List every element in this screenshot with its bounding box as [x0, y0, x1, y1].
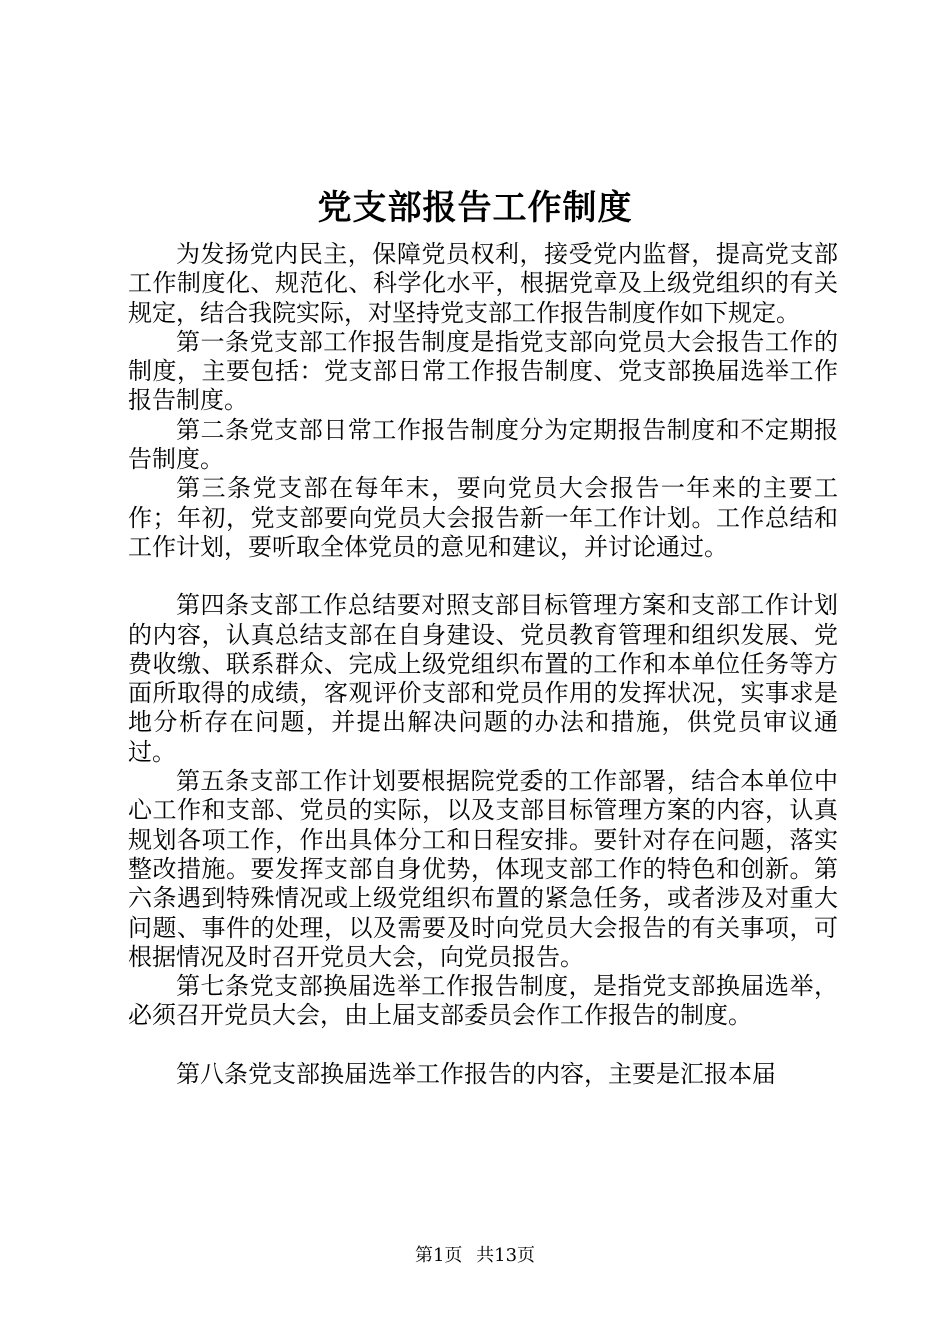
page-number: 第1页 [414, 1245, 463, 1266]
document-title: 党支部报告工作制度 [317, 188, 633, 228]
paragraph-article-5-6: 第五条支部工作计划要根据院党委的工作部署，结合本单位中心工作和支部、党员的实际，以及支部目标管理方案的内容，认真规划各项工作，作出具体分工和日程安排。要针对存在问题，落实整改措施。要发挥支部自身优势，体现支部工作的特色和创新。第六条遇到特殊情况或上级党组织布置的紧急任务，或者涉及对重大问题、事件的处理，以及需要及时向党员大会报告的有关事项，可根据情况及时召开党员大会，向党员报告。 [128, 767, 838, 971]
paragraph-article-1: 第一条党支部工作报告制度是指党支部向党员大会报告工作的制度，主要包括：党支部日常工作报告制度、党支部换届选举工作报告制度。 [128, 327, 838, 415]
paragraph-intro: 为发扬党内民主，保障党员权利，接受党内监督，提高党支部工作制度化、规范化、科学化水平，根据党章及上级党组织的有关规定，结合我院实际，对坚持党支部工作报告制度作如下规定。 [128, 240, 838, 327]
paragraph-article-8: 第八条党支部换届选举工作报告的内容，主要是汇报本届 [176, 1059, 776, 1088]
paragraph-article-4: 第四条支部工作总结要对照支部目标管理方案和支部工作计划的内容，认真总结支部在自身建设、党员教育管理和组织发展、党费收缴、联系群众、完成上级党组织布置的工作和本单位任务等方面所取得的成绩，客观评价支部和党员作用的发挥状况，实事求是地分析存在问题，并提出解决问题的办法和措施，供党员审议通过。 [128, 591, 838, 766]
page-total: 共13页 [476, 1245, 536, 1266]
paragraph-article-2: 第二条党支部日常工作报告制度分为定期报告制度和不定期报告制度。 [128, 415, 838, 474]
paragraph-article-7: 第七条党支部换届选举工作报告制度，是指党支部换届选举，必须召开党员大会，由上届支部委员会作工作报告的制度。 [128, 972, 838, 1030]
document-body [128, 240, 838, 1089]
page-footer [0, 1244, 950, 1268]
paragraph-article-3: 第三条党支部在每年末，要向党员大会报告一年来的主要工作；年初，党支部要向党员大会报告新一年工作计划。工作总结和工作计划，要听取全体党员的意见和建议，并讨论通过。 [128, 474, 838, 561]
